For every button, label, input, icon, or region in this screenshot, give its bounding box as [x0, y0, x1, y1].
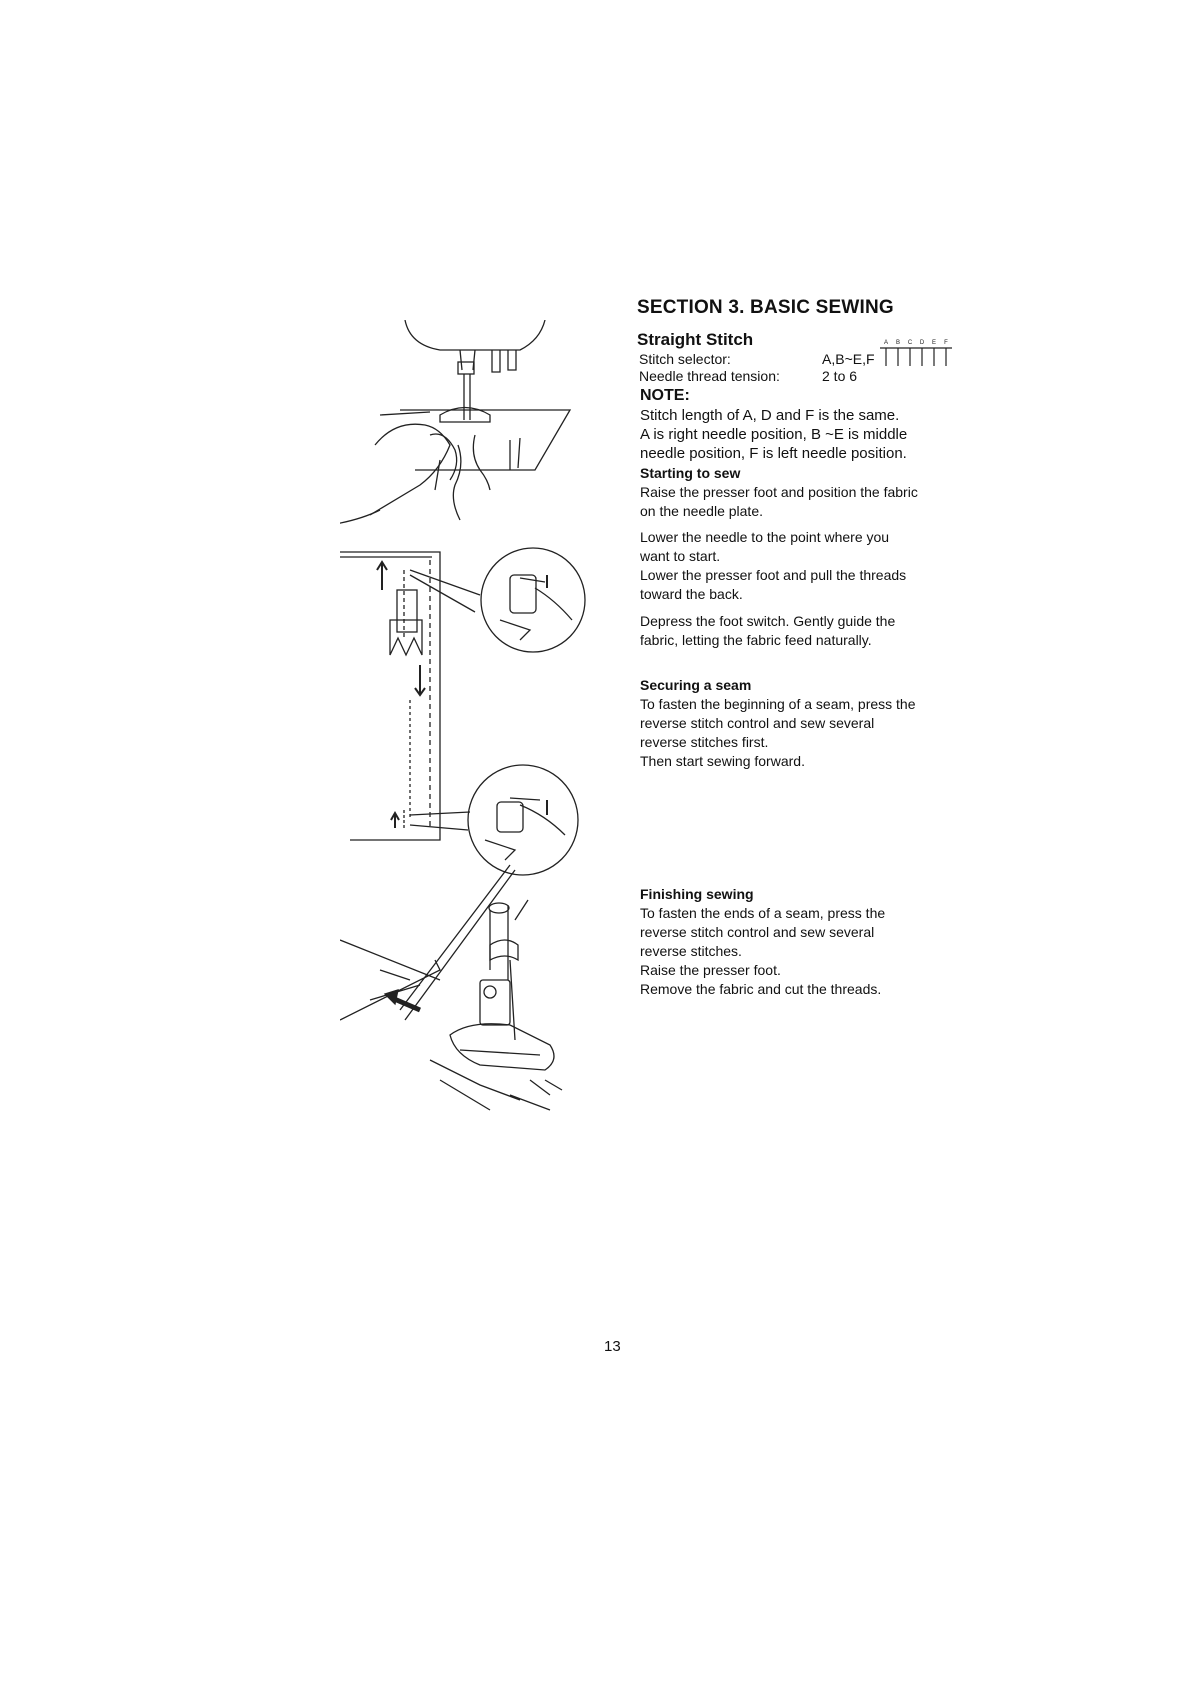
starting-paragraph-3: Depress the foot switch. Gently guide the fabric, letting the fabric feed naturally.: [640, 613, 896, 648]
starting-to-sew-heading: Starting to sew: [640, 465, 741, 481]
starting-paragraph-2: Lower the needle to the point where you want to start. Lower the presser foot and pull the threads toward the back.: [640, 529, 907, 602]
note-text: [640, 406, 907, 463]
stitch-letter: B: [895, 340, 901, 346]
stitch-selector-value: A,B~E,F: [822, 351, 875, 367]
straight-stitch-heading: Straight Stitch: [637, 330, 754, 349]
stitch-pattern-icon: [880, 338, 954, 368]
stitch-letter: C: [907, 340, 913, 346]
securing-seam-heading: Securing a seam: [640, 677, 752, 693]
finishing-sewing-text: To fasten the ends of a seam, press the reverse stitch control and sew several reverse stitches. Raise the presser foot. Remove the fabric and cut the threads.: [640, 905, 886, 997]
starting-paragraph-1: Raise the presser foot and position the fabric on the needle plate.: [640, 484, 918, 519]
stitch-letter: A: [883, 340, 889, 346]
stitch-selector-label: Stitch selector:: [639, 351, 731, 367]
presser-foot-illustration: [340, 865, 562, 1110]
hands-guiding-fabric-illustration: [340, 320, 570, 525]
note-title: NOTE:: [640, 387, 690, 404]
needle-tension-label: Needle thread tension:: [639, 368, 780, 384]
securing-seam-text: To fasten the beginning of a seam, press the reverse stitch control and sew several reverse stitches first. Then start sewing forward.: [640, 696, 916, 769]
seam-diagram-illustration: [340, 548, 585, 875]
sewing-illustrations: [340, 320, 630, 1120]
needle-tension-value: 2 to 6: [822, 368, 858, 384]
stitch-letter: F: [944, 340, 948, 346]
note-line: A is right needle position, B ~E is middle: [640, 426, 908, 443]
finishing-sewing-heading: Finishing sewing: [640, 886, 754, 902]
section-title: SECTION 3. BASIC SEWING: [637, 297, 894, 318]
note-line: Stitch length of A, D and F is the same.: [640, 407, 900, 424]
note-line: needle position, F is left needle position.: [640, 445, 907, 462]
page-number: 13: [604, 1338, 621, 1355]
stitch-letter: D: [919, 340, 925, 346]
stitch-letter: E: [931, 340, 937, 346]
